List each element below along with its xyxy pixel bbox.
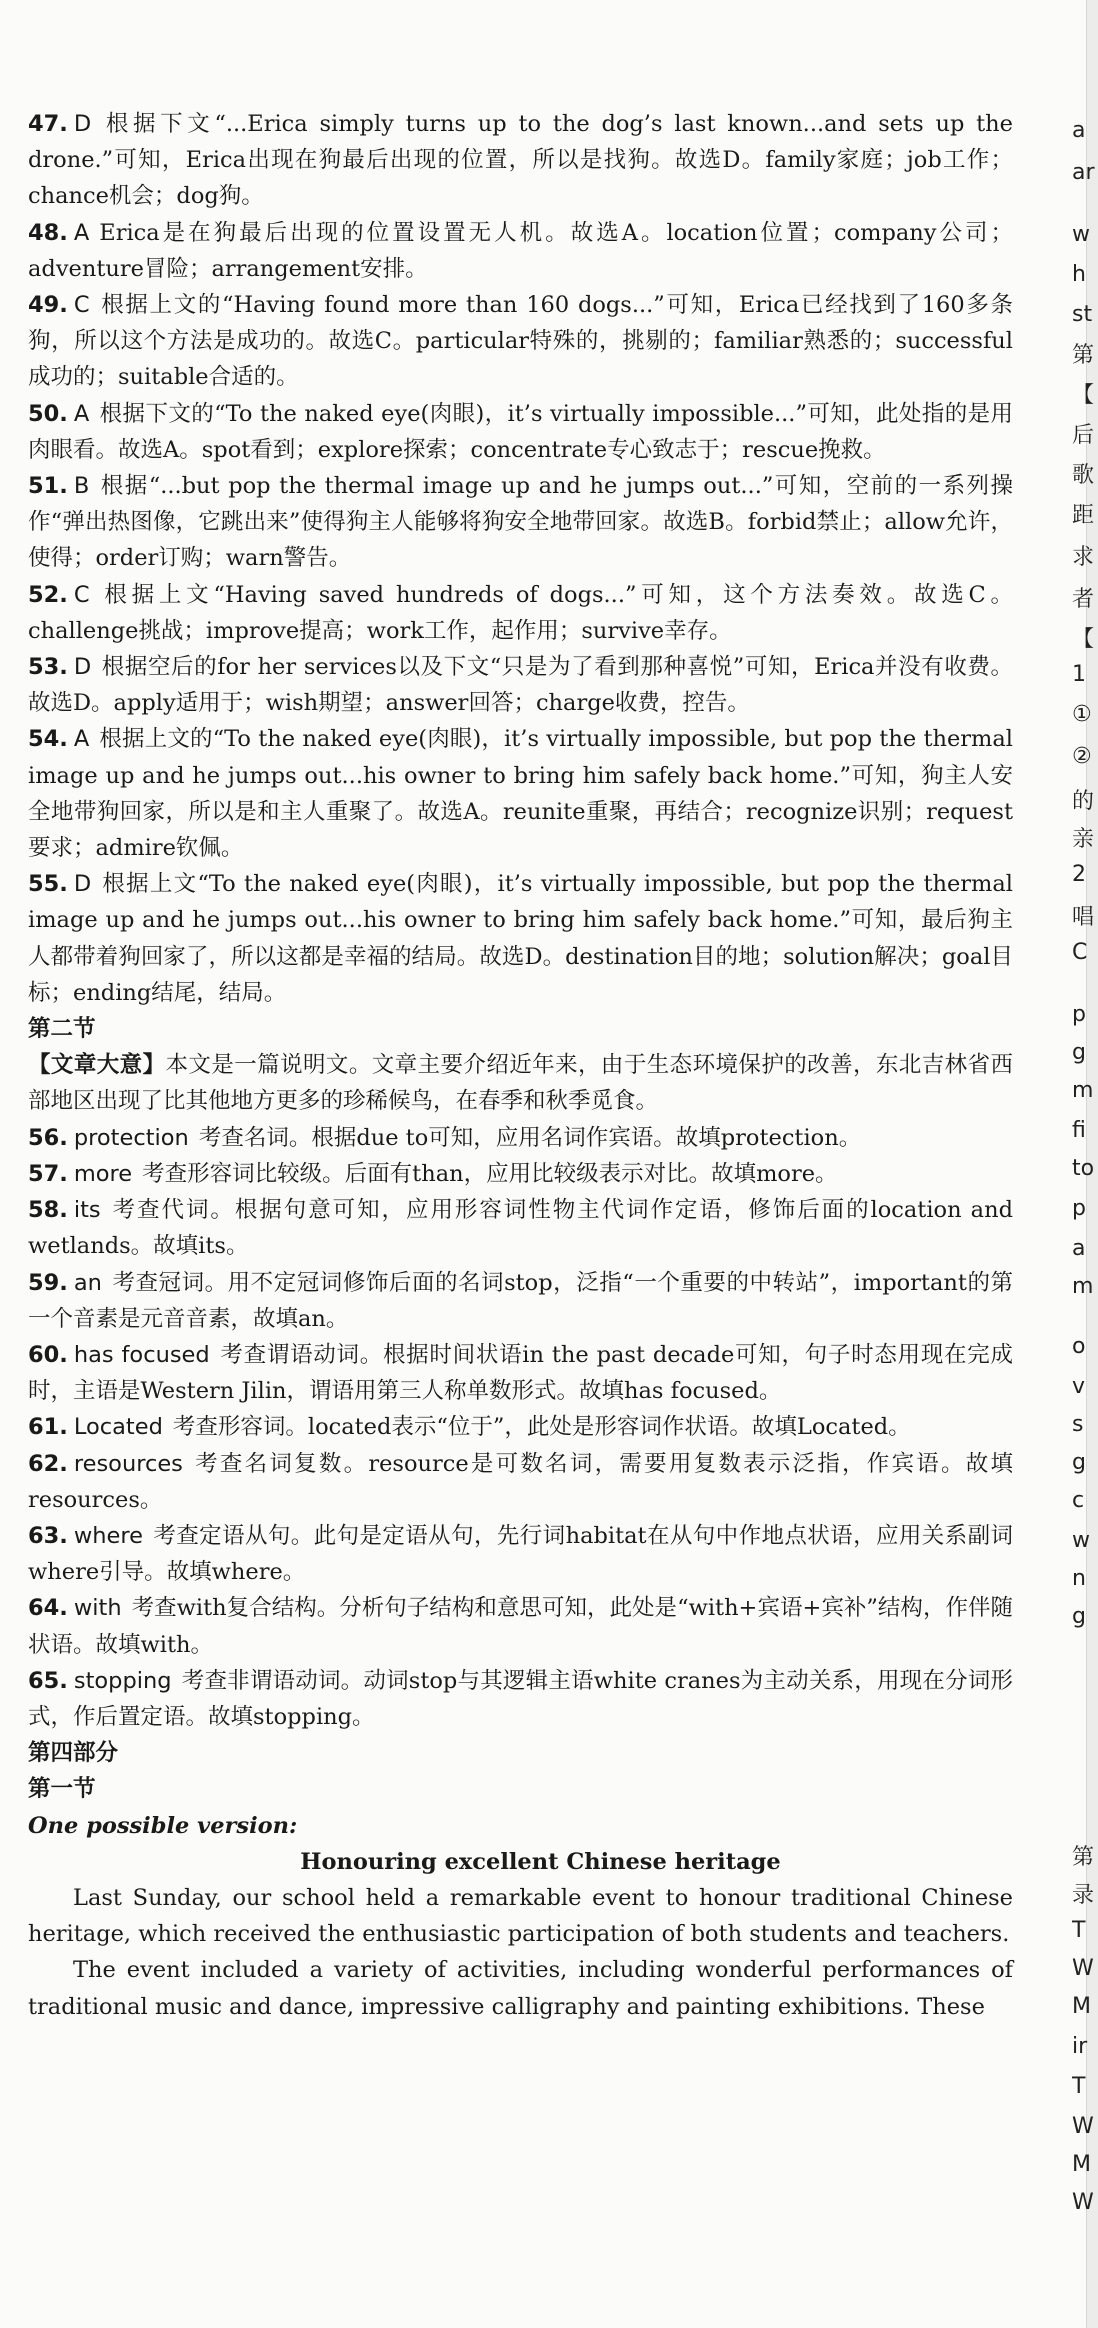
edge-fragment: st <box>1072 302 1093 327</box>
explanation-text: 考查名词复数。resource是可数名词，需要用复数表示泛指，作宾语。故填resources。 <box>28 1450 1013 1513</box>
edge-fragment: p <box>1072 1002 1086 1027</box>
edge-fragment: W <box>1072 1956 1094 1981</box>
article-summary <box>28 1047 1013 1119</box>
edge-fragment: g <box>1072 1450 1086 1475</box>
edge-fragment: a <box>1072 1236 1086 1261</box>
answer-key: Located <box>73 1414 163 1441</box>
edge-fragment: 者 <box>1072 587 1095 612</box>
answer-item <box>28 1446 1013 1518</box>
edge-fragment: 唱 <box>1072 905 1095 930</box>
explanation-text: 根据下文的“To the naked eye(肉眼)，it’s virtually impossible...”可知，此处指的是用肉眼看。故选A。spot看到；explore探索；concentrate专心致志于；rescue挽救。 <box>28 400 1013 463</box>
answer-key: A <box>73 400 90 427</box>
edge-fragment: g <box>1072 1040 1086 1065</box>
explanation-text: 根据上文的“To the naked eye(肉眼)，it’s virtually impossible, but pop the thermal image up and he jumps out...his owner to bring him safely back home.”可知，狗主人安全地带狗回家，所以是和主人重聚了。故选A。reunite重聚，再结合；recognize识别；request要求；admire钦佩。 <box>28 726 1013 862</box>
essay-body <box>28 1880 1013 2025</box>
edge-fragment: 歌 <box>1072 463 1095 488</box>
explanation-text: 考查代词。根据句意可知，应用形容词性物主代词作定语，修饰后面的location and wetlands。故填its。 <box>28 1197 1013 1260</box>
answer-item <box>28 287 1013 396</box>
answer-item <box>28 866 1013 1011</box>
edge-fragment: 距 <box>1072 503 1095 528</box>
edge-fragment: T <box>1072 1918 1086 1943</box>
grammar-fill-answers <box>28 1120 1013 1735</box>
answer-item <box>28 1409 1013 1445</box>
answer-item <box>28 1518 1013 1590</box>
explanation-text: 考查名词。根据due to可知，应用名词作宾语。故填protection。 <box>198 1124 862 1151</box>
edge-fragment: ir <box>1072 2034 1088 2059</box>
question-number: 47. <box>28 111 68 137</box>
edge-fragment: n <box>1072 1566 1086 1591</box>
edge-fragment: g <box>1072 1604 1086 1629</box>
answer-item <box>28 577 1013 649</box>
question-number: 48. <box>28 219 68 246</box>
part-four-heading: 第四部分 <box>28 1740 119 1767</box>
edge-fragment: h <box>1072 262 1086 287</box>
explanation-text: Erica是在狗最后出现的位置设置无人机。故选A。location位置；company公司；adventure冒险；arrangement安排。 <box>28 219 1013 282</box>
edge-fragment: w <box>1072 1528 1090 1553</box>
answer-key: C <box>73 581 90 608</box>
explanation-text: 根据“...but pop the thermal image up and he jumps out...”可知，空前的一系列操作“弹出热图像，它跳出来”使得狗主人能够将狗安全地带回家。故选B。forbid禁止；allow允许，使得；order订购；warn警告。 <box>28 473 1013 572</box>
edge-fragment: M <box>1072 1994 1091 2019</box>
question-number: 62. <box>28 1450 68 1477</box>
edge-fragment: fi <box>1072 1118 1086 1143</box>
answer-key: D <box>73 654 92 681</box>
edge-fragment: w <box>1072 222 1090 247</box>
edge-fragment: C <box>1072 940 1088 965</box>
explanation-text: 考查形容词。located表示“位于”，此处是形容词作状语。故填Located。 <box>172 1414 911 1441</box>
answer-key: has focused <box>73 1341 210 1368</box>
question-number: 49. <box>28 292 68 319</box>
answer-item <box>28 1265 1013 1337</box>
edge-fragment: to <box>1072 1156 1095 1181</box>
question-number: 63. <box>28 1522 68 1549</box>
explanation-text: 考查谓语动词。根据时间状语in the past decade可知，句子时态用现在完成时，主语是Western Jilin，谓语用第三人称单数形式。故填has focused。 <box>28 1341 1013 1405</box>
explanation-text: 考查非谓语动词。动词stop与其逻辑主语white cranes为主动关系，用现在分词形式，作后置定语。故填stopping。 <box>28 1667 1013 1730</box>
edge-fragment: m <box>1072 1078 1094 1103</box>
explanation-text: 考查定语从句。此句是定语从句，先行词habitat在从句中作地点状语，应用关系副词where引导。故填where。 <box>28 1522 1013 1586</box>
question-number: 54. <box>28 726 68 753</box>
answer-key: where <box>73 1522 143 1549</box>
question-number: 61. <box>28 1414 68 1441</box>
question-number: 55. <box>28 871 68 898</box>
answer-item <box>28 721 1013 866</box>
question-number: 50. <box>28 400 68 427</box>
edge-fragment: W <box>1072 2114 1094 2139</box>
answer-key: resources <box>73 1450 183 1477</box>
answer-key: B <box>73 473 90 500</box>
answer-key: D <box>73 111 92 137</box>
answer-item <box>28 468 1013 577</box>
question-number: 53. <box>28 654 68 681</box>
answer-item <box>28 1120 1013 1156</box>
edge-fragment: ar <box>1072 160 1095 185</box>
summary-text: 本文是一篇说明文。文章主要介绍近年来，由于生态环境保护的改善，东北吉林省西部地区出现了比其他地方更多的珍稀候鸟，在春季和秋季觅食。 <box>28 1052 1013 1115</box>
section-heading-2: 第二节 <box>28 1016 96 1043</box>
question-number: 51. <box>28 473 68 500</box>
answer-key: A <box>73 726 90 753</box>
edge-fragment: p <box>1072 1196 1086 1221</box>
answer-key: protection <box>73 1124 189 1151</box>
edge-fragment: 的 <box>1072 789 1095 814</box>
edge-fragment: 【 <box>1072 383 1095 408</box>
answer-key: an <box>73 1269 102 1296</box>
answer-item <box>28 1663 1013 1735</box>
explanation-text: 考查形容词比较级。后面有than，应用比较级表示对比。故填more。 <box>142 1160 838 1187</box>
edge-fragment: ② <box>1072 744 1092 769</box>
possible-version-label: One possible version: <box>28 1812 298 1839</box>
edge-fragment: T <box>1072 2074 1086 2099</box>
question-number: 57. <box>28 1160 68 1187</box>
answer-item <box>28 106 1013 215</box>
edge-fragment: 亲 <box>1072 827 1095 852</box>
explanation-text: 根据上文“To the naked eye(肉眼)，it’s virtually impossible, but pop the thermal image up and he jumps out...his owner to bring him safely back home.”可知，最后狗主人都带着狗回家了，所以这都是幸福的结局。故选D。destination目的地；solution解决；goal目标；ending结尾，结局。 <box>28 871 1013 1006</box>
explanation-text: 考查冠词。用不定冠词修饰后面的名词stop，泛指“一个重要的中转站”，important的第一个音素是元音音素，故填an。 <box>28 1269 1013 1332</box>
edge-fragment: s <box>1072 1412 1084 1437</box>
answer-item <box>28 396 1013 468</box>
summary-label: 【文章大意】 <box>28 1052 166 1079</box>
answer-item <box>28 1590 1013 1662</box>
edge-fragment: 求 <box>1072 545 1095 570</box>
answer-key: with <box>73 1595 122 1622</box>
edge-fragment: ① <box>1072 702 1092 727</box>
essay-paragraph: Last Sunday, our school held a remarkable event to honour traditional Chinese heritage, which received the enthusiastic participation of both students and teachers. <box>28 1884 1013 1948</box>
answer-column <box>28 106 1013 2025</box>
edge-fragment: 2 <box>1072 862 1086 887</box>
answer-key: D <box>73 871 92 898</box>
essay-title: Honouring excellent Chinese heritage <box>300 1848 781 1875</box>
edge-fragment: 第 <box>1072 343 1095 368</box>
answer-key: stopping <box>73 1667 172 1694</box>
question-number: 65. <box>28 1667 68 1694</box>
question-number: 59. <box>28 1269 68 1296</box>
edge-fragment: 【 <box>1072 627 1095 652</box>
answer-item <box>28 649 1013 721</box>
explanation-text: 根据空后的for her services以及下文“只是为了看到那种喜悦”可知，Erica并没有收费。故选D。apply适用于；wish期望；answer回答；charge收费，控告。 <box>28 654 1013 717</box>
edge-fragment: 录 <box>1072 1883 1095 1908</box>
answer-item <box>28 215 1013 287</box>
answer-item <box>28 1156 1013 1192</box>
edge-fragment: M <box>1072 2152 1091 2177</box>
part-four-section-one-heading: 第一节 <box>28 1776 96 1803</box>
question-number: 60. <box>28 1341 68 1368</box>
edge-fragment: o <box>1072 1334 1086 1359</box>
edge-fragment: 1 <box>1072 662 1086 687</box>
question-number: 52. <box>28 581 68 608</box>
edge-fragment: W <box>1072 2190 1094 2215</box>
edge-fragment: m <box>1072 1274 1094 1299</box>
edge-fragment: v <box>1072 1374 1086 1399</box>
edge-fragment: a <box>1072 118 1086 143</box>
answer-key: its <box>73 1197 101 1224</box>
answer-item <box>28 1337 1013 1409</box>
answer-key: C <box>73 292 90 319</box>
explanation-text: 根据下文“...Erica simply turns up to the dog’s last known...and sets up the drone.”可知，Erica出现在狗最后出现的位置，所以是找狗。故选D。family家庭；job工作；chance机会；dog狗。 <box>28 111 1013 210</box>
edge-fragment: 第 <box>1072 1845 1095 1870</box>
explanation-text: 根据上文的“Having found more than 160 dogs...”可知，Erica已经找到了160多条狗，所以这个方法是成功的。故选C。particular特殊的，挑剔的；familiar熟悉的；successful成功的；suitable合适的。 <box>28 292 1013 391</box>
answer-key: more <box>73 1160 133 1187</box>
question-number: 58. <box>28 1197 68 1224</box>
explanation-text: 根据上文“Having saved hundreds of dogs...”可知，这个方法奏效。故选C。challenge挑战；improve提高；work工作，起作用；survive幸存。 <box>28 581 1013 644</box>
essay-paragraph: The event included a variety of activities, including wonderful performances of traditional music and dance, impressive calligraphy and painting exhibitions. These <box>28 1957 1013 2020</box>
answer-item <box>28 1192 1013 1264</box>
answer-key: A <box>73 219 90 246</box>
cloze-answers <box>28 106 1013 1011</box>
question-number: 64. <box>28 1595 68 1622</box>
explanation-text: 考查with复合结构。分析句子结构和意思可知，此处是“with+宾语+宾补”结构，作伴随状语。故填with。 <box>28 1595 1013 1658</box>
edge-fragment: 后 <box>1072 423 1095 448</box>
question-number: 56. <box>28 1124 68 1151</box>
edge-fragment: c <box>1072 1488 1085 1513</box>
